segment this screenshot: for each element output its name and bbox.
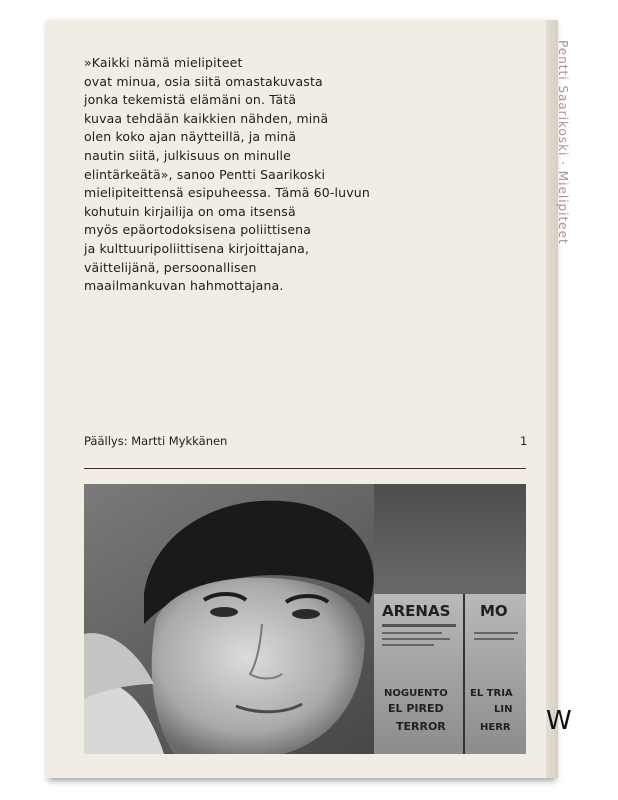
author-photo bbox=[84, 484, 526, 754]
blurb-text: »Kaikki nämä mielipiteet ovat minua, osia siitä omastakuvasta jonka tekemistä elämäni on. Tätä kuvaa tehdään kaikkien nähden, minä olen koko ajan näytteillä, ja minä nautin siitä, julkisuus on minulle elintärkeätä», sanoo Pentti Saarikoski mielipiteittensä esipuheessa. Tämä 60-luvun kohutuin kirjailija on oma itsensä myös epäortodoksisena poliittisena ja kulttuuripoliittisena kirjoittajana, väittelijänä, persoonallisen maailmankuvan hahmottajana. bbox=[84, 55, 370, 294]
edge-letter: W bbox=[546, 706, 572, 736]
cover-credit: Päällys: Martti Mykkänen bbox=[84, 434, 228, 448]
newspaper-line-4: EL TRIA bbox=[470, 688, 513, 699]
newspaper-line-5: LIN bbox=[494, 704, 513, 715]
newspaper-heading-2: MO bbox=[480, 602, 508, 620]
author-photo-illustration bbox=[84, 484, 526, 754]
newspaper-line-3: TERROR bbox=[396, 720, 446, 733]
spine-lettering: Pentti Saarikoski · Mielipiteet bbox=[556, 40, 570, 245]
page-number: 1 bbox=[520, 434, 528, 448]
newspaper-line-1: NOGUENTO bbox=[384, 688, 448, 699]
divider-rule bbox=[84, 468, 526, 469]
newspaper-heading-1: ARENAS bbox=[382, 602, 451, 620]
newspaper-line-2: EL PIRED bbox=[388, 702, 444, 715]
newspaper-line-6: HERR bbox=[480, 722, 511, 733]
